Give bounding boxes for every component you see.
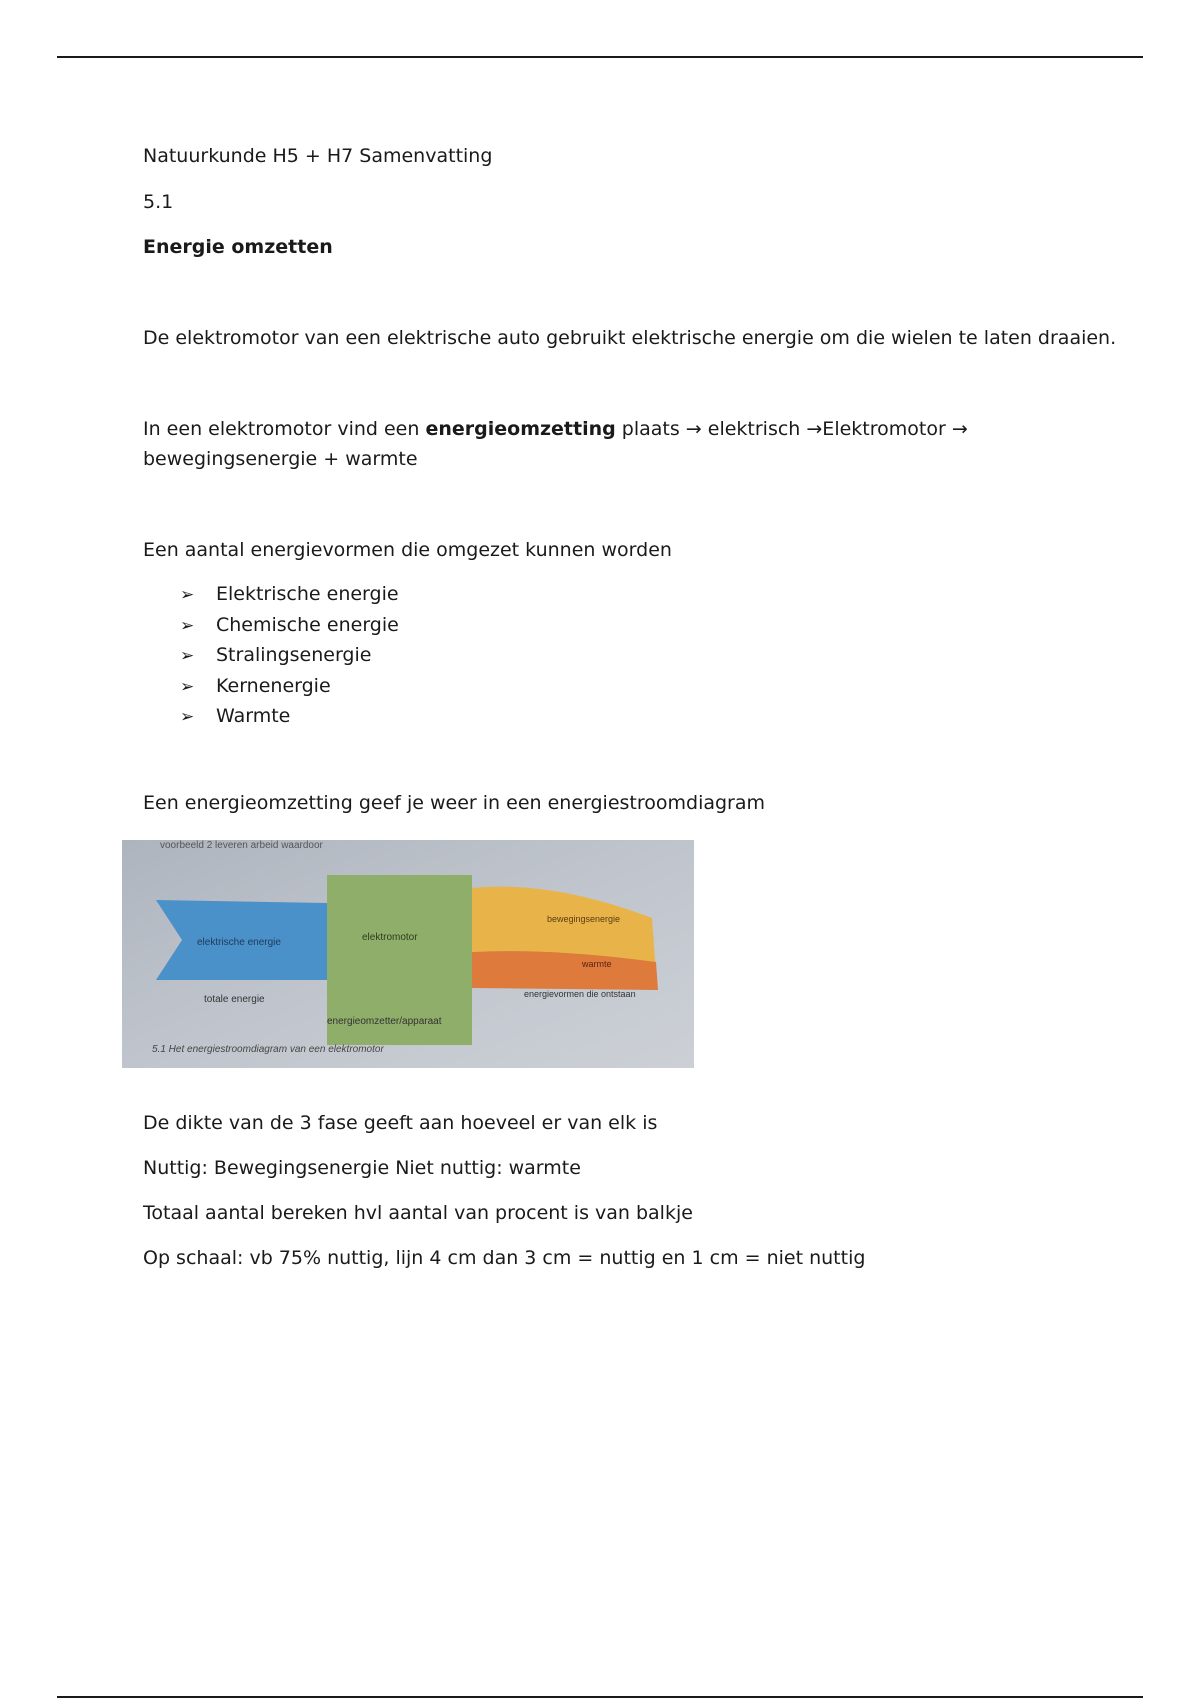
section-number: 5.1	[143, 191, 174, 213]
paragraph-useful: Nuttig: Bewegingsenergie Niet nuttig: warmte	[143, 1157, 581, 1179]
list-item	[180, 611, 399, 642]
list-item-label: Elektrische energie	[216, 583, 399, 605]
output-useful-label: bewegingsenergie	[547, 914, 621, 924]
arrow-bullet-icon: ➢	[180, 585, 195, 605]
energy-flow-diagram-photo	[122, 840, 694, 1068]
output-caption: energievormen die ontstaan	[524, 989, 636, 999]
paragraph-total: Totaal aantal bereken hvl aantal van procent is van balkje	[143, 1202, 693, 1224]
footer-rule	[57, 1696, 1143, 1698]
arrow-bullet-icon: ➢	[180, 676, 195, 697]
conversion-text-after: plaats → elektrisch →Elektromotor →	[615, 418, 968, 440]
conversion-term: energieomzetting	[425, 418, 616, 440]
list-item	[180, 702, 399, 733]
arrow-bullet-icon: ➢	[180, 646, 195, 666]
total-energy-label: totale energie	[204, 994, 265, 1005]
paragraph-thickness: De dikte van de 3 fase geeft aan hoeveel er van elk is	[143, 1112, 658, 1134]
arrow-bullet-icon: ➢	[180, 707, 195, 727]
list-item	[180, 672, 399, 703]
figure-caption: 5.1 Het energiestroomdiagram van een elektromotor	[152, 1044, 384, 1055]
paragraph-conversion	[143, 414, 968, 444]
list-item	[180, 641, 399, 672]
list-item-label: Stralingsenergie	[216, 644, 372, 666]
conversion-text-before: In een elektromotor vind een	[143, 418, 426, 440]
section-heading: Energie omzetten	[143, 236, 333, 258]
input-label: elektrische energie	[197, 937, 281, 948]
document-title: Natuurkunde H5 + H7 Samenvatting	[143, 145, 493, 167]
forms-intro: Een aantal energievormen die omgezet kunnen worden	[143, 539, 672, 561]
header-rule	[57, 56, 1143, 58]
energy-forms-list	[180, 580, 399, 733]
list-item-label: Kernenergie	[216, 674, 331, 697]
paragraph-conversion-line2: bewegingsenergie + warmte	[143, 448, 418, 470]
paragraph-scale: Op schaal: vb 75% nuttig, lijn 4 cm dan 3 cm = nuttig en 1 cm = niet nuttig	[143, 1247, 866, 1269]
diagram-intro: Een energieomzetting geef je weer in een energiestroomdiagram	[143, 792, 766, 814]
device-caption: energieomzetter/apparaat	[327, 1016, 442, 1027]
photo-top-text: voorbeeld 2 leveren arbeid waardoor	[160, 840, 323, 851]
list-item-label: Chemische energie	[216, 613, 399, 636]
paragraph-intro: De elektromotor van een elektrische auto gebruikt elektrische energie om die wielen te laten draaien.	[143, 327, 1117, 349]
list-item	[180, 580, 399, 611]
output-waste-label: warmte	[582, 959, 612, 969]
list-item-label: Warmte	[216, 705, 291, 727]
device-label: elektromotor	[362, 932, 418, 943]
arrow-bullet-icon: ➢	[180, 615, 195, 636]
